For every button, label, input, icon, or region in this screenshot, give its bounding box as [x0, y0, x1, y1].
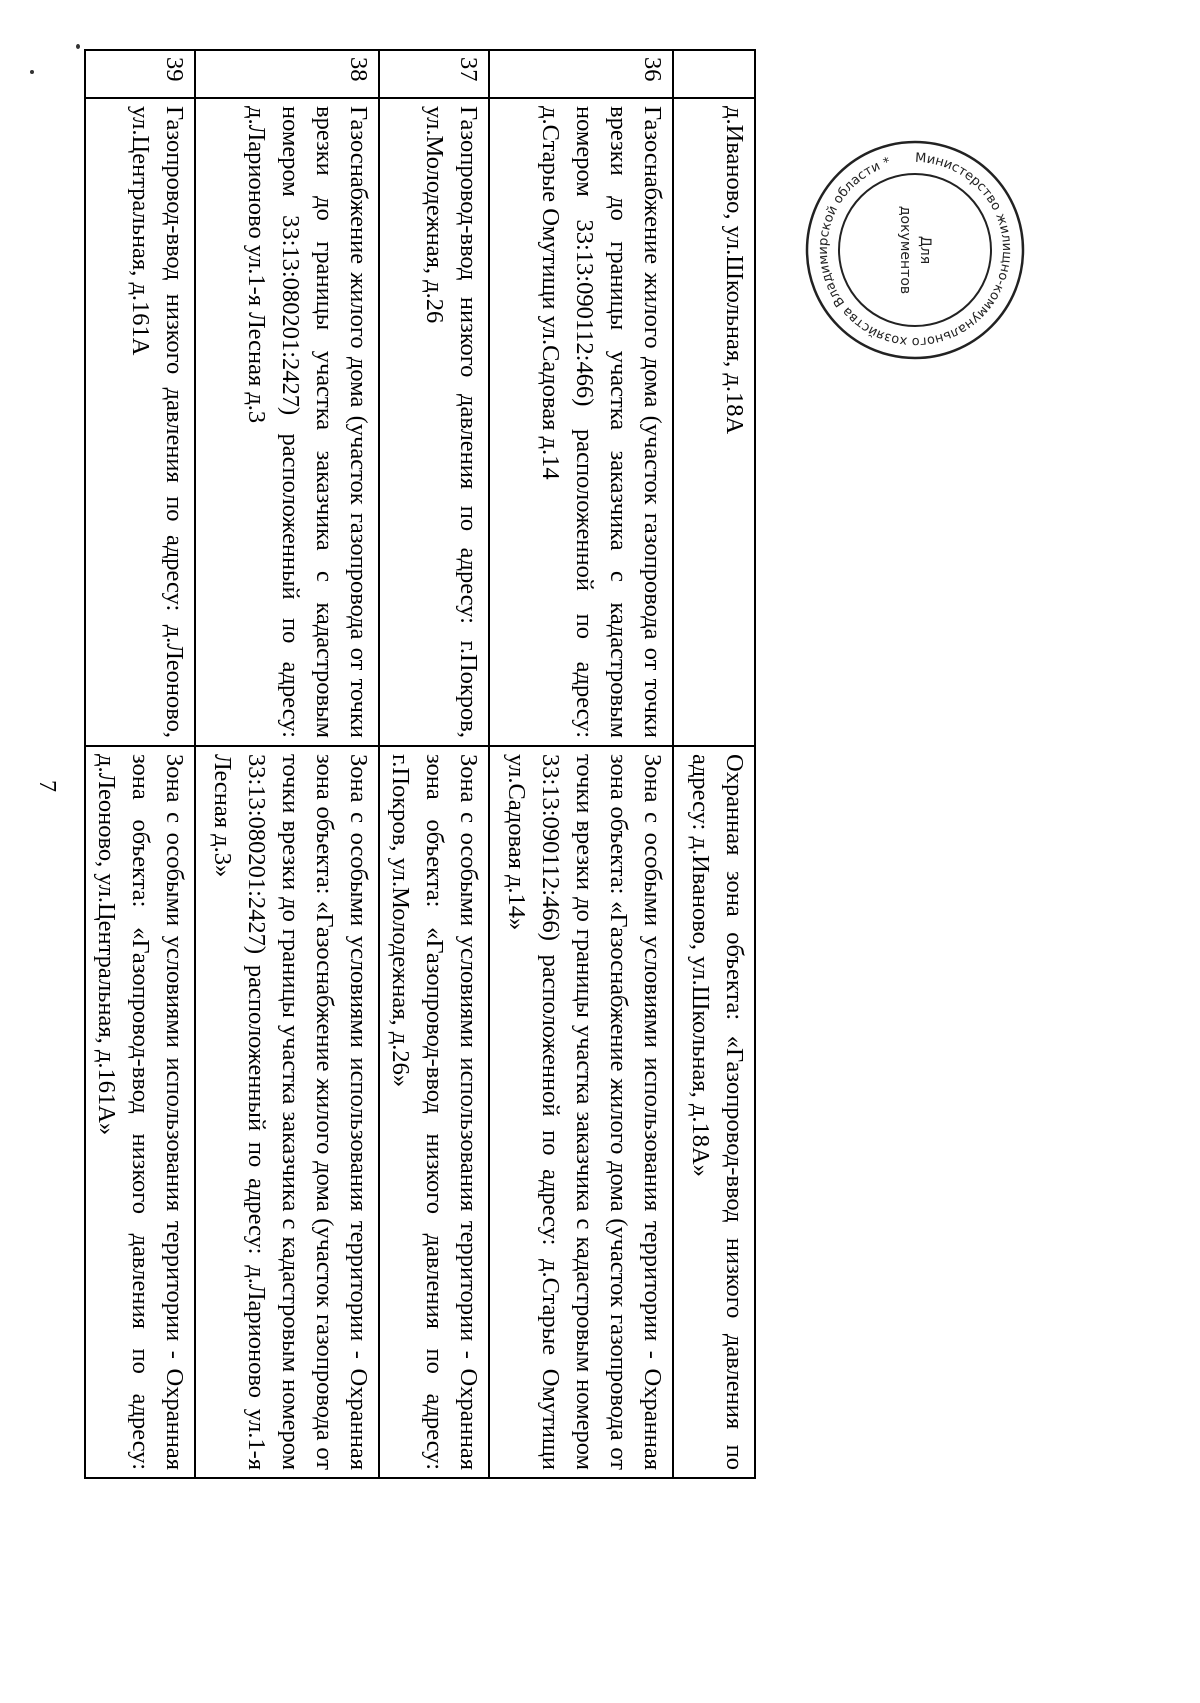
zones-table: [84, 49, 756, 1479]
row-number: 37: [379, 50, 489, 98]
table-row: [85, 50, 195, 1478]
zone-description: Охранная зона объекта: «Газопровод-ввод низкого давления по адресу: д.Иваново, ул.Школьная, д.18А»: [673, 746, 755, 1478]
scan-speck: [30, 70, 34, 74]
object-description: Газопровод-ввод низкого давления по адресу: д.Леоново, ул.Центральная, д.161А: [85, 98, 195, 746]
object-description: д.Иваново, ул.Школьная, д.18А: [673, 98, 755, 746]
rotated-table-container: [93, 49, 756, 1470]
stamp-center-line1: Для: [917, 235, 933, 265]
stamp-ring-text: Министерство жилищно-коммунального хозяйства Владимирской области *: [815, 150, 1015, 350]
page-number: 7: [34, 780, 60, 792]
table-row: [195, 50, 379, 1478]
official-stamp: [803, 138, 1027, 362]
zone-description: Зона с особыми условиями использования территории - Охранная зона объекта: «Газопровод-ввод низкого давления по адресу: г.Покров, ул.Молодежная, д.26»: [379, 746, 489, 1478]
object-description: Газоснабжение жилого дома (участок газопровода от точки врезки до границы участка заказчика с кадастровым номером 33:13:090112:466) расположенной по адресу: д.Старые Омутищи ул.Садовая д.14: [489, 98, 673, 746]
object-description: Газопровод-ввод низкого давления по адресу: г.Покров, ул.Молодежная, д.26: [379, 98, 489, 746]
table-row: [379, 50, 489, 1478]
zone-description: Зона с особыми условиями использования территории - Охранная зона объекта: «Газопровод-ввод низкого давления по адресу: д.Леоново, ул.Центральная, д.161А»: [85, 746, 195, 1478]
row-number: 39: [85, 50, 195, 98]
stamp-center-line2: документов: [897, 205, 913, 295]
table-row: [489, 50, 673, 1478]
scan-speck: [76, 44, 80, 49]
zone-description: Зона с особыми условиями использования территории - Охранная зона объекта: «Газоснабжение жилого дома (участок газопровода от точки врезки до границы участка заказчика с кадастровым номером 33:13:090112:466) расположенной по адресу: д.Старые Омутищи ул.Садовая д.14»: [489, 746, 673, 1478]
table-row: [673, 50, 755, 1478]
object-description: Газоснабжение жилого дома (участок газопровода от точки врезки до границы участка заказчика с кадастровым номером 33:13:080201:2427) расположенный по адресу: д.Ларионово ул.1-я Лесная д.3: [195, 98, 379, 746]
zone-description: Зона с особыми условиями использования территории - Охранная зона объекта: «Газоснабжение жилого дома (участок газопровода от точки врезки до границы участка заказчика с кадастровым номером 33:13:080201:2427) расположенный по адресу: д.Ларионово ул.1-я Лесная д.3»: [195, 746, 379, 1478]
row-number: [673, 50, 755, 98]
row-number: 36: [489, 50, 673, 98]
stamp-inner-ring: [839, 174, 991, 326]
row-number: 38: [195, 50, 379, 98]
